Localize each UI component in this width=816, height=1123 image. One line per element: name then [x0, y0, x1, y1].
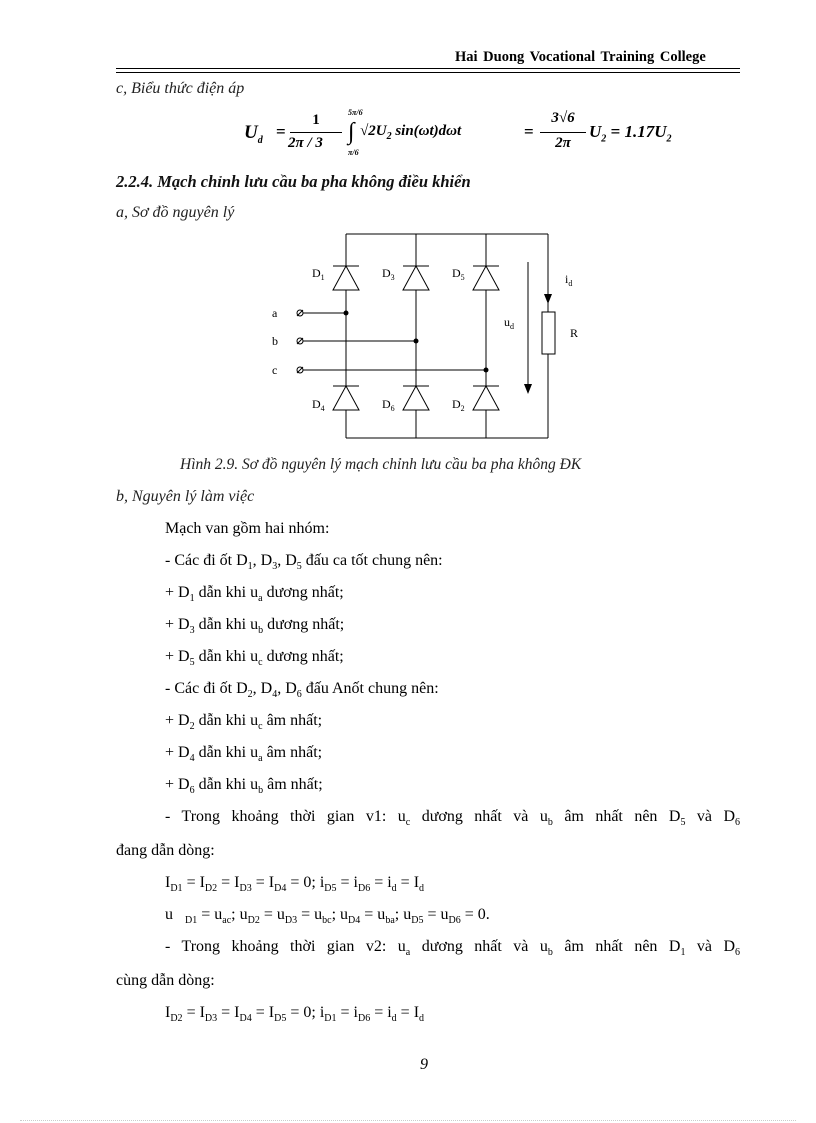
integrand: √2U — [360, 123, 387, 139]
section-c-label: c, Biểu thức điện áp — [116, 80, 245, 97]
diode-top-5 — [473, 266, 499, 290]
formula-u2-sub: 2 — [601, 133, 607, 145]
header-rule-thin — [116, 72, 740, 73]
paragraph-v1-cont: đang dẫn dòng: — [116, 842, 215, 859]
formula-result-sub: 2 — [666, 133, 672, 145]
figure-caption: Hình 2.9. Sơ đồ nguyên lý mạch chỉnh lưu cầu ba pha không ĐK — [180, 456, 582, 473]
integral-lower: π/6 — [348, 148, 359, 157]
diode-bottom-6 — [403, 386, 429, 410]
diode-sub-d1: 1 — [320, 273, 325, 282]
diode-sub-d2: 2 — [460, 404, 465, 413]
svg-text:D2 — [452, 397, 465, 413]
svg-text:D3 — [382, 266, 395, 282]
formula-num2: 3√6 — [551, 110, 575, 126]
integrand-sub: 2 — [386, 131, 392, 142]
diode-sub-d4: 4 — [320, 404, 325, 413]
resistor-label: R — [570, 326, 579, 340]
ud-sub: d — [510, 322, 514, 331]
line-common-anode: - Các đi ốt $D_2$, $D_4$, $D_6$ đấu Anốt chung nên: — [165, 680, 439, 701]
phase-label-b: b — [272, 334, 278, 348]
diode-sub-d5: 5 — [460, 273, 465, 282]
diode-sub-d6: 6 — [390, 404, 395, 413]
paragraph-v2-cont: cùng dẫn dòng: — [116, 972, 215, 989]
equation-currents-v2: $I_{D2} = I_{D3} = I_{D4} = I_{D5} = 0$; $i_{D1} = i_{D6} = i_d = I_d$ — [165, 1004, 425, 1025]
integral-sign: ∫ — [348, 119, 355, 145]
diode-sub-d3: 3 — [390, 273, 395, 282]
svg-text:ud — [504, 315, 514, 331]
formula-lhs: U — [244, 122, 258, 143]
formula-u2: U — [589, 122, 602, 141]
line-d1: + $D_1$ dẫn khi $u_a$ dương nhất; — [165, 584, 344, 605]
diode-top-1 — [333, 266, 359, 290]
id-sub: d — [568, 279, 573, 288]
formula-eq2: = — [524, 122, 534, 141]
svg-text:D4 — [312, 397, 325, 413]
equation-voltages-v1: u $_{D1} = u_{ac}$; $u_{D2} = u_{D3} = u_{bc}$; $u_{D4} = u_{ba}$; $u_{D5} = u_{D6} = 0$. — [165, 906, 490, 927]
formula-eq: = — [276, 122, 286, 141]
paragraph-intro: Mạch van gồm hai nhóm: — [165, 520, 330, 537]
line-common-cathode: - Các đi ốt $D_1$, $D_3$, $D_5$ đấu ca tốt chung nên: — [165, 552, 443, 573]
voltage-formula — [244, 108, 672, 160]
diode-bottom-2 — [473, 386, 499, 410]
header-rule — [116, 68, 740, 69]
section-heading: 2.2.4. Mạch chỉnh lưu cầu ba pha không điều khiển — [116, 172, 471, 191]
diode-bottom-4 — [333, 386, 359, 410]
formula-den1: 2π / 3 — [288, 135, 323, 151]
line-d4: + $D_4$ dẫn khi $u_a$ âm nhất; — [165, 744, 323, 765]
page-bottom-edge — [20, 1120, 796, 1121]
integral-upper: 5π/6 — [348, 108, 363, 117]
page-number: 9 — [420, 1056, 428, 1073]
paragraph-v2: - Trong khoảng thời gian v2: $u_a$ dương nhất và $u_b$ âm nhất nên $D_1$ và $D_6$ — [165, 938, 741, 959]
phase-label-c: c — [272, 363, 278, 377]
formula-den2: 2π — [555, 135, 571, 151]
paragraph-v1: - Trong khoảng thời gian v1: $u_c$ dương nhất và $u_b$ âm nhất nên $D_5$ và $D_6$ — [165, 808, 741, 829]
diode-label-d4: D — [312, 397, 321, 411]
bridge-circuit-diagram — [260, 225, 600, 450]
svg-text:D6 — [382, 397, 395, 413]
diode-label-d3: D — [382, 266, 391, 280]
line-d3: + $D_3$ dẫn khi $u_b$ dương nhất; — [165, 616, 345, 637]
diode-top-3 — [403, 266, 429, 290]
line-d2: + $D_2$ dẫn khi $u_c$ âm nhất; — [165, 712, 323, 733]
formula-num1: 1 — [312, 112, 320, 128]
section-b-label: b, Nguyên lý làm việc — [116, 488, 255, 505]
svg-text:D1 — [312, 266, 325, 282]
formula-result: = 1.17U — [610, 122, 667, 141]
header-college: Hai Duong Vocational Training College — [455, 49, 706, 65]
section-a-label: a, Sơ đồ nguyên lý — [116, 204, 235, 221]
diode-label-d5: D — [452, 266, 461, 280]
svg-text:D5 — [452, 266, 465, 282]
diode-label-d2: D — [452, 397, 461, 411]
ud-arrow — [524, 384, 532, 394]
formula-lhs-sub: d — [257, 134, 263, 146]
line-d6: + $D_6$ dẫn khi $u_b$ âm nhất; — [165, 776, 323, 797]
svg-text:id — [565, 272, 572, 288]
diode-label-d1: D — [312, 266, 321, 280]
ud-label: u — [504, 315, 510, 329]
id-label: i — [565, 272, 569, 286]
diode-label-d6: D — [382, 397, 391, 411]
id-arrow — [544, 294, 552, 304]
integrand-tail: sin(ωt)dωt — [391, 123, 462, 139]
phase-label-a: a — [272, 306, 278, 320]
line-d5: + $D_5$ dẫn khi $u_c$ dương nhất; — [165, 648, 344, 669]
equation-currents-v1: $I_{D1} = I_{D2} = I_{D3} = I_{D4} = 0$; $i_{D5} = i_{D6} = i_d = I_d$ — [165, 874, 425, 895]
